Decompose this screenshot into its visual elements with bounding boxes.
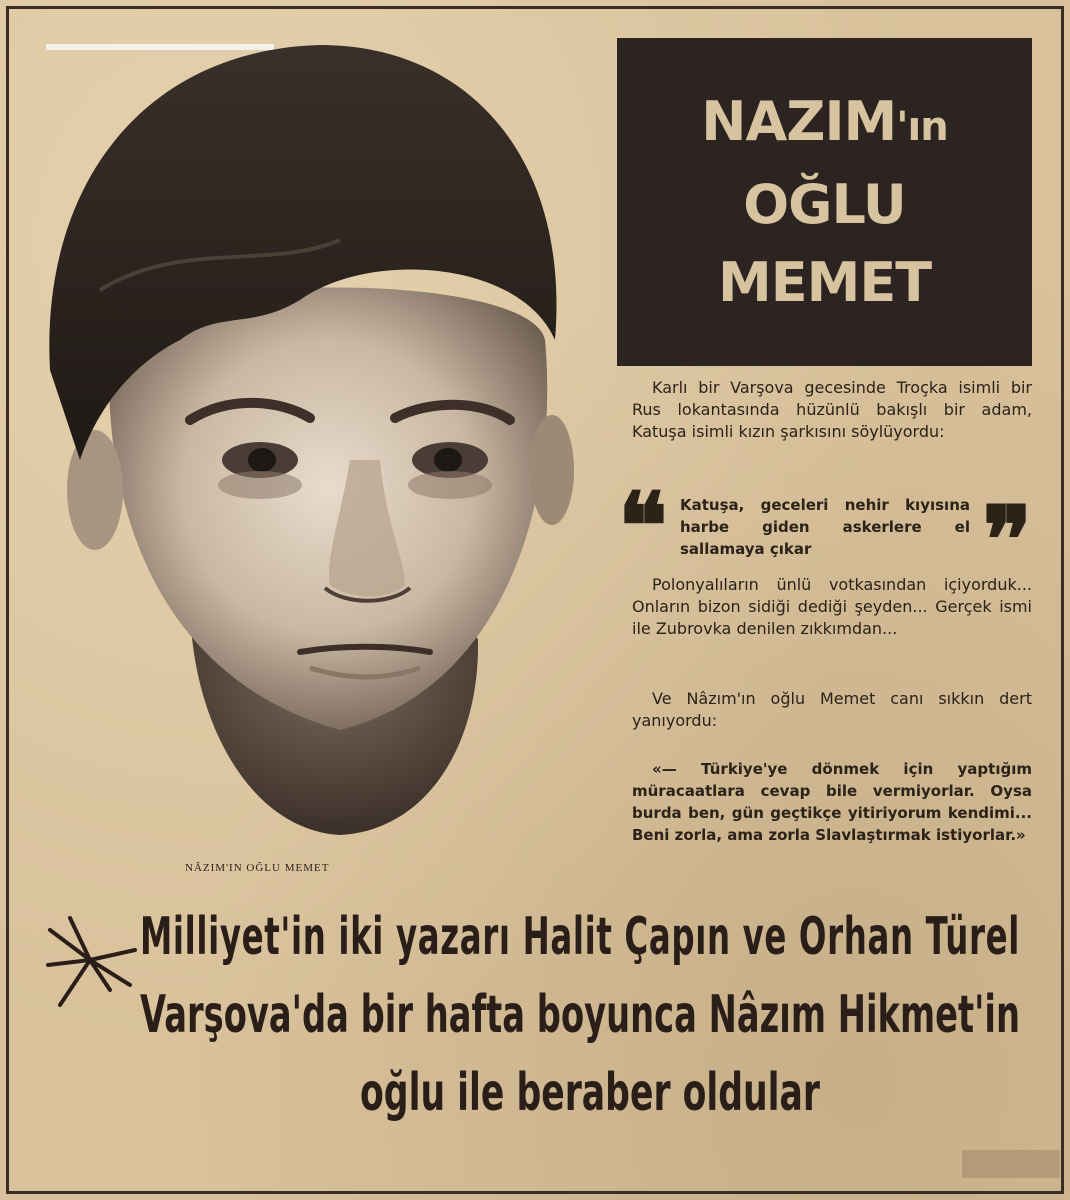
title-box bbox=[617, 38, 1032, 366]
portrait-illustration bbox=[40, 40, 580, 840]
paragraph-intro: Karlı bir Varşova gecesinde Troçka isimli bir Rus lokantasında hüzünlü bakışlı bir adam, Katuşa isimli kızın şarkısını söylüyordu: bbox=[632, 378, 1032, 441]
headline-line-3: oğlu ile beraber oldular bbox=[360, 1063, 820, 1123]
open-quote-mark: ❝ bbox=[618, 472, 668, 580]
title-suffix: 'ın bbox=[896, 103, 948, 150]
headline-line-1: Milliyet'in iki yazarı Halit Çapın ve Orhan Türel bbox=[140, 907, 1020, 967]
title-line-3: MEMET bbox=[717, 250, 932, 314]
face-shape bbox=[109, 288, 547, 731]
star-icon bbox=[40, 910, 140, 1020]
title-name: NAZIM bbox=[701, 89, 897, 153]
paragraph-memet: Ve Nâzım'ın oğlu Memet canı sıkkın dert yanıyordu: bbox=[632, 689, 1032, 730]
left-ear bbox=[67, 430, 123, 550]
paragraph-vodka: Polonyalıların ünlü votkasından içiyorduk... Onların bizon sidiği dediği şeyden... Gerçek ismi ile Zubrovka denilen zıkkımdan... bbox=[632, 575, 1032, 638]
headline-line-2: Varşova'da bir hafta boyunca Nâzım Hikmet'in bbox=[140, 985, 1020, 1045]
portrait-photo bbox=[40, 40, 580, 840]
song-quote bbox=[618, 472, 1032, 594]
right-ear bbox=[530, 415, 574, 525]
headline bbox=[140, 898, 1030, 1158]
song-quote-text: Katuşa, geceleri nehir kıyısına harbe giden askerlere el sallamaya çıkar bbox=[680, 496, 970, 558]
title-line-2: OĞLU bbox=[743, 172, 906, 236]
corner-smudge bbox=[962, 1150, 1060, 1178]
title-line-1 bbox=[701, 83, 947, 166]
paragraph-quote: «— Türkiye'ye dönmek için yaptığım müracaatlara cevap bile vermiyorlar. Oysa burda ben, gün geçtikçe yitiriyorum kendimi... Beni zorla, ama zorla Slavlaştırmak istiyorlar.» bbox=[632, 760, 1032, 844]
close-quote-mark: ❞ bbox=[982, 486, 1032, 594]
photo-caption: NÂZIM'IN OĞLU MEMET bbox=[185, 862, 330, 874]
